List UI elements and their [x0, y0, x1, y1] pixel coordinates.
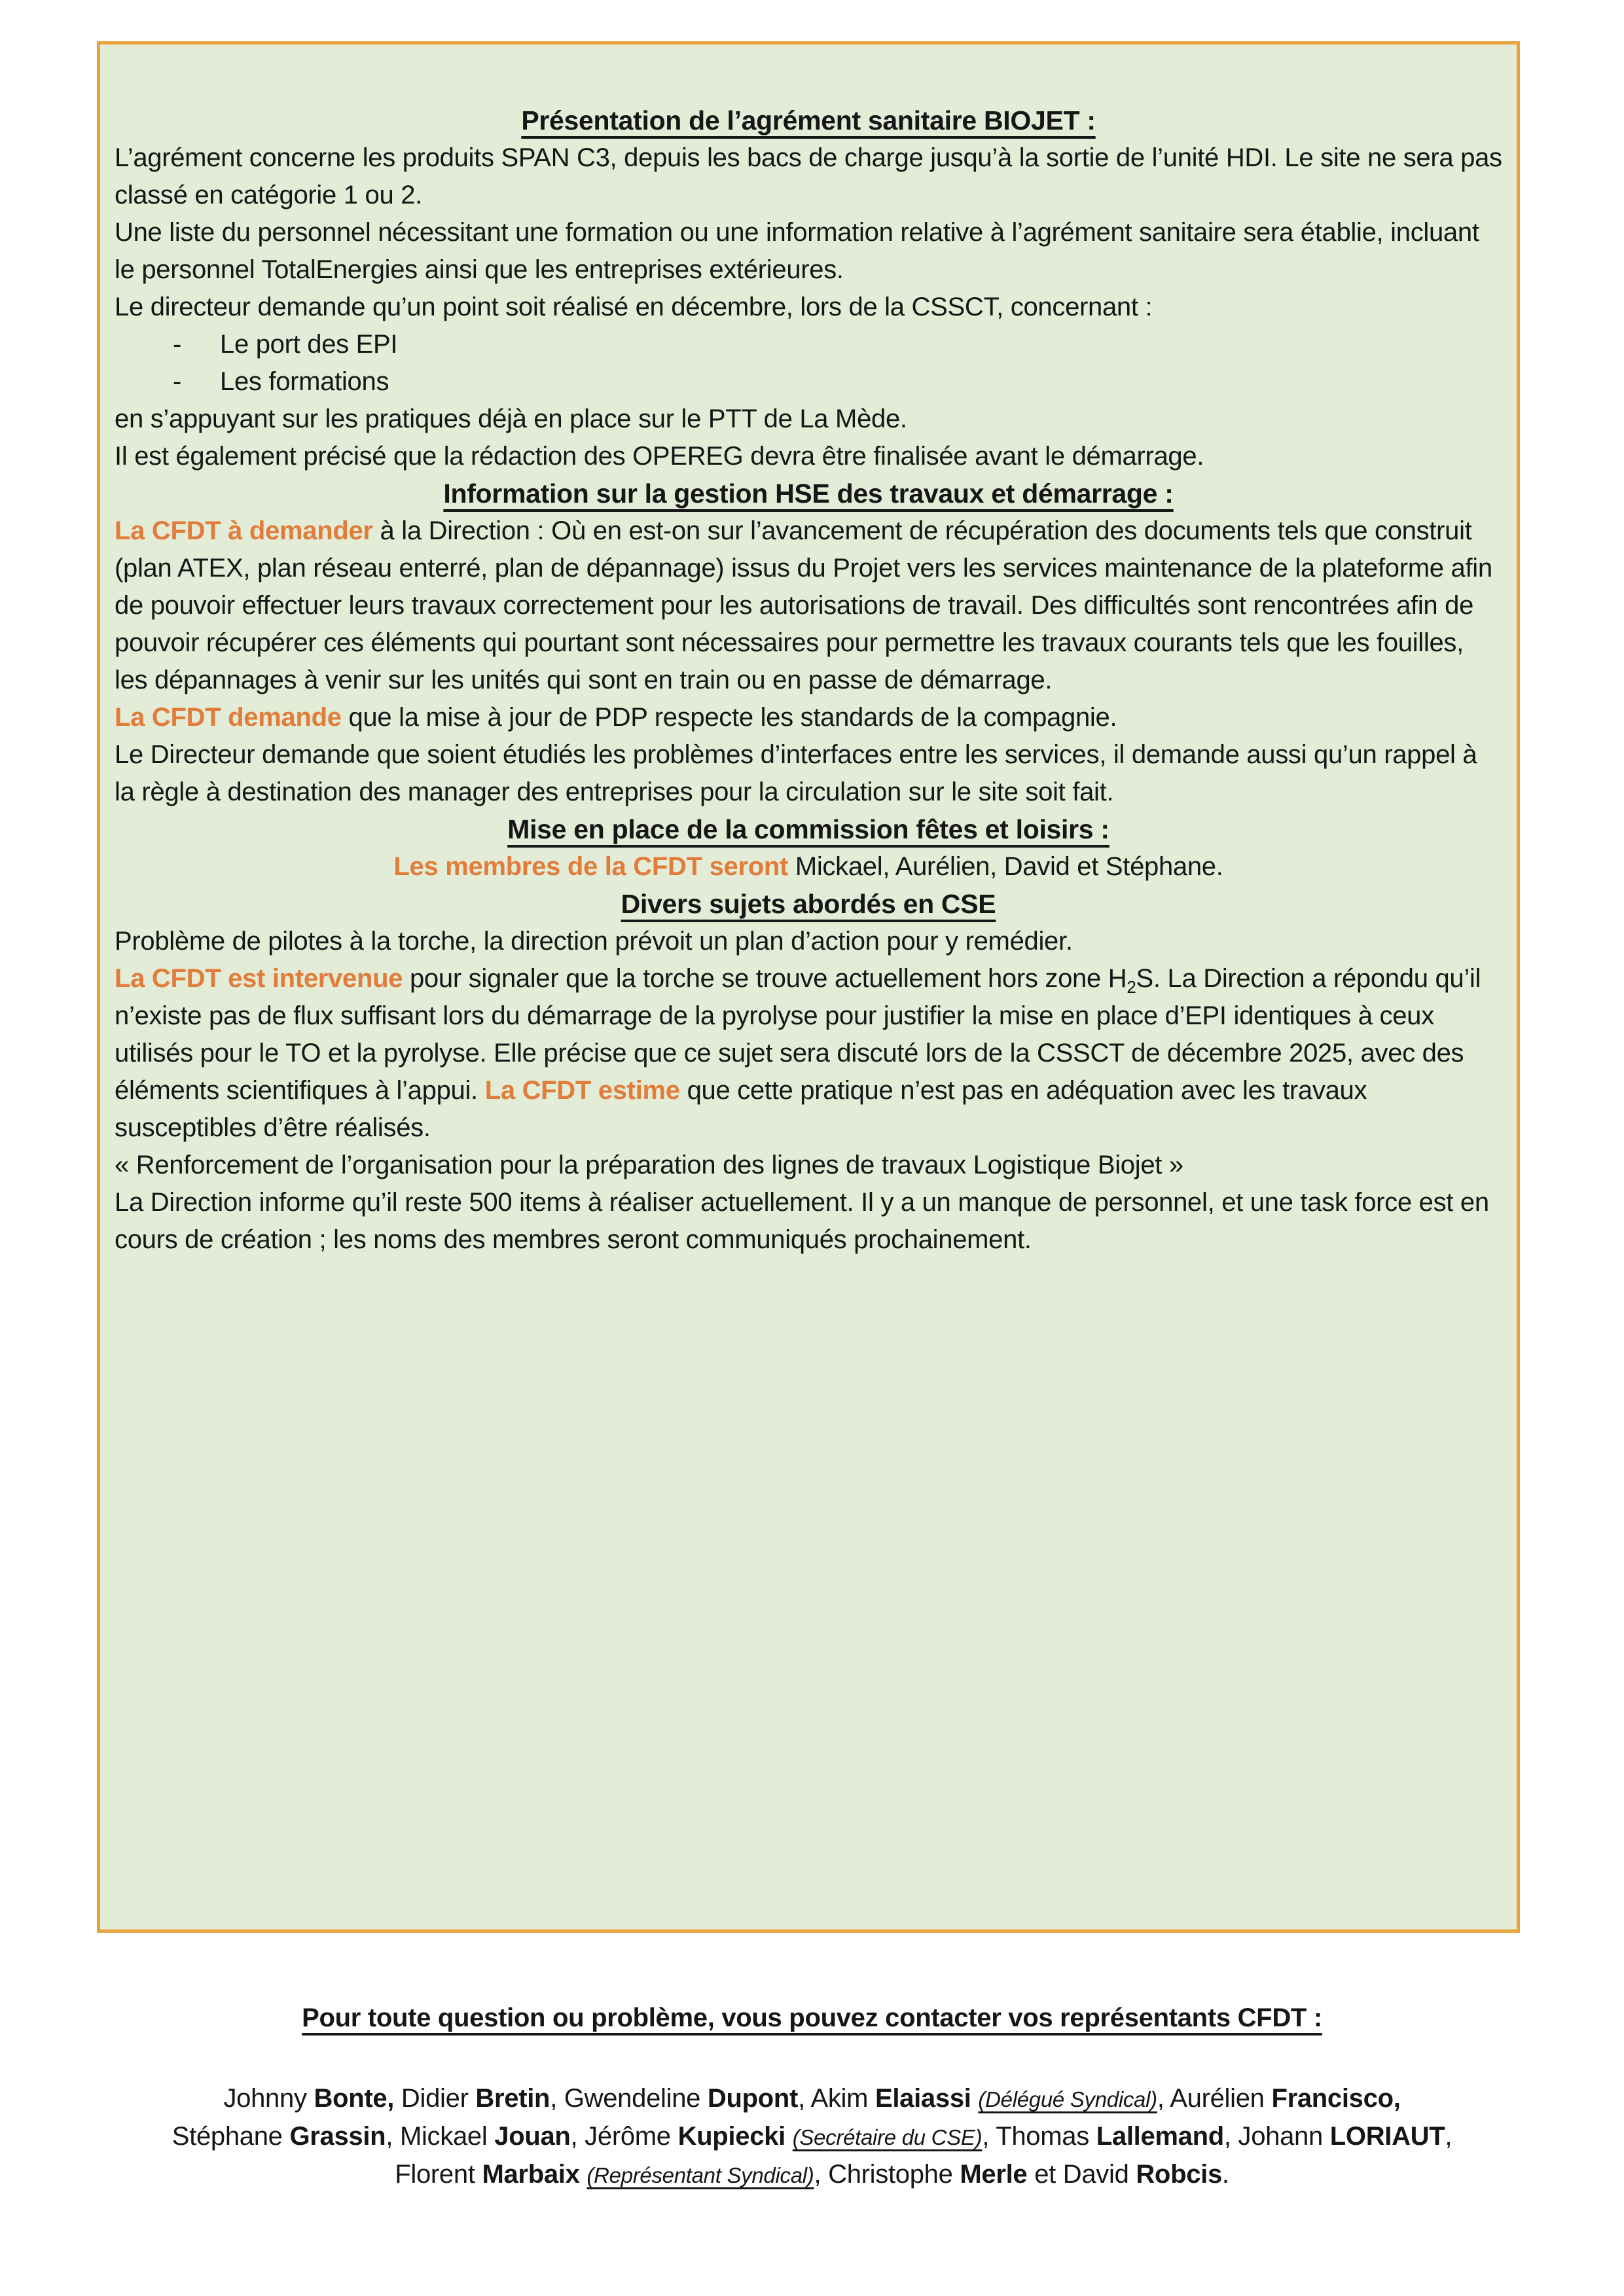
name-run: Kupiecki: [677, 2122, 785, 2151]
text-run: Mickael, Aurélien, David et Stéphane.: [788, 852, 1223, 881]
text-run: , Jérôme: [570, 2122, 678, 2151]
cfdt-accent-run: La CFDT demande: [115, 703, 342, 732]
text-run: , Christophe: [814, 2160, 960, 2189]
name-run: Lallemand: [1096, 2122, 1224, 2151]
text-run: , Thomas: [982, 2122, 1096, 2151]
paragraph-agrement-3: Le directeur demande qu’un point soit réalisé en décembre, lors de la CSSCT, concernant :: [115, 293, 1153, 321]
text-run: .: [1221, 2160, 1229, 2189]
list-item-formations: [115, 363, 1502, 401]
name-run: Grassin: [289, 2122, 386, 2151]
footer-heading: Pour toute question ou problème, vous pouvez contacter vos représentants CFDT :: [302, 2003, 1322, 2032]
text-run: Stéphane: [171, 2122, 290, 2151]
paragraph-agrement-2: Une liste du personnel nécessitant une formation ou une information relative à l’agrément sanitaire sera établie, incluant le personnel TotalEnergies ainsi que les entreprises extérieures.: [115, 218, 1479, 284]
role-run-representant-syndical: (Représentant Syndical): [586, 2163, 814, 2187]
text-run: ,: [1445, 2122, 1453, 2151]
role-run-secretaire-cse: (Secrétaire du CSE): [792, 2125, 983, 2149]
section-heading-divers: Divers sujets abordés en CSE: [621, 889, 996, 919]
cfdt-accent-run: La CFDT est intervenue: [115, 964, 403, 993]
paragraph-agrement-5: Il est également précisé que la rédaction des OPEREG devra être finalisée avant le démarrage.: [115, 442, 1204, 471]
name-run: Robcis: [1136, 2160, 1222, 2189]
text-run: S. La Direction a répondu qu’il n’existe pas de flux suffisant lors du démarrage de la pyrolyse pour justifier la mise en place d’EPI identiques à ceux utilisés pour le TO et la pyrolyse. Elle précise que ce sujet sera discuté lors de la CSSCT de décembre 2025, avec des éléments scientifiques à l’appui.: [115, 964, 1481, 1105]
name-run: Jouan: [494, 2122, 571, 2151]
text-run: [785, 2122, 793, 2151]
name-run: LORIAUT: [1329, 2122, 1445, 2151]
footer-contact-block: [0, 2000, 1624, 2194]
role-run-delegue-syndical: (Délégué Syndical): [978, 2087, 1157, 2111]
text-run: [580, 2160, 587, 2189]
name-run: Francisco,: [1271, 2084, 1401, 2113]
text-run: , Mickael: [386, 2122, 495, 2151]
cfdt-accent-run: La CFDT à demander: [115, 516, 373, 545]
text-run: [971, 2084, 979, 2113]
paragraph-hse-2: [115, 699, 1502, 736]
name-run: Bonte,: [314, 2084, 395, 2113]
list-item-text: Le port des EPI: [220, 330, 398, 359]
section-heading-hse: Information sur la gestion HSE des travaux et démarrage :: [443, 478, 1174, 509]
bullet-dash: -: [173, 367, 182, 396]
text-run: pour signaler que la torche se trouve actuellement hors zone H: [403, 964, 1127, 993]
text-run: que la mise à jour de PDP respecte les standards de la compagnie.: [341, 703, 1117, 732]
name-run: Elaiassi: [875, 2084, 971, 2113]
section-heading-agrement: Présentation de l’agrément sanitaire BIOJET :: [521, 105, 1096, 135]
bullet-dash: -: [173, 330, 182, 359]
text-run: Johnny: [223, 2084, 314, 2113]
paragraph-divers-renforcement: « Renforcement de l’organisation pour la préparation des lignes de travaux Logistique Biojet »: [115, 1151, 1183, 1179]
name-run: Marbaix: [482, 2160, 580, 2189]
text-run: à la Direction : Où en est-on sur l’avancement de récupération des documents tels que construit (plan ATEX, plan réseau enterré, plan de dépannage) issus du Projet vers les services maintenance de la plateforme afin de pouvoir effectuer leurs travaux correctement pour les autorisations de travail. Des difficultés sont rencontrées afin de pouvoir récupérer ces éléments qui pourtant sont nécessaires pour permettre les travaux courants tels que les fouilles, les dépannages à venir sur les unités qui sont en train ou en passe de démarrage.: [115, 516, 1492, 694]
subscript-run: 2: [1127, 977, 1136, 997]
paragraph-agrement-1: L’agrément concerne les produits SPAN C3, depuis les bacs de charge jusqu’à la sortie de l’unité HDI. Le site ne sera pas classé en catégorie 1 ou 2.: [115, 143, 1502, 209]
text-run: et David: [1027, 2160, 1136, 2189]
newsletter-content-box: [97, 41, 1520, 1933]
list-item-text: Les formations: [220, 367, 389, 396]
section-heading-commission: Mise en place de la commission fêtes et loisirs :: [507, 814, 1110, 844]
text-run: Didier: [394, 2084, 476, 2113]
name-run: Dupont: [707, 2084, 799, 2113]
list-item-epi: [115, 326, 1502, 363]
name-run: Bretin: [475, 2084, 550, 2113]
text-run: , Johann: [1223, 2122, 1330, 2151]
paragraph-commission-membres: [115, 848, 1502, 886]
text-run: , Gwendeline: [550, 2084, 708, 2113]
text-run: Florent: [395, 2160, 482, 2189]
paragraph-hse-3: Le Directeur demande que soient étudiés les problèmes d’interfaces entre les services, il demande aussi qu’un rappel à la règle à destination des manager des entreprises pour la circulation sur le site soit fait.: [115, 740, 1477, 806]
text-run: que cette pratique n’est pas en adéquation avec les travaux susceptibles d’être réalisés.: [115, 1076, 1367, 1142]
name-run: Merle: [960, 2160, 1028, 2189]
cfdt-accent-run: Les membres de la CFDT seront: [393, 852, 789, 881]
text-run: , Aurélien: [1157, 2084, 1272, 2113]
paragraph-agrement-4: en s’appuyant sur les pratiques déjà en place sur le PTT de La Mède.: [115, 404, 907, 433]
cfdt-accent-run: La CFDT estime: [484, 1076, 680, 1105]
paragraph-divers-torche: [115, 960, 1502, 1147]
footer-names: [0, 2080, 1624, 2194]
paragraph-divers-taskforce: La Direction informe qu’il reste 500 items à réaliser actuellement. Il y a un manque de personnel, et une task force est en cours de création ; les noms des membres seront communiqués prochainement.: [115, 1188, 1489, 1254]
paragraph-hse-1: [115, 512, 1502, 699]
paragraph-divers-pilotes: Problème de pilotes à la torche, la direction prévoit un plan d’action pour y remédier.: [115, 927, 1073, 956]
text-run: , Akim: [798, 2084, 875, 2113]
